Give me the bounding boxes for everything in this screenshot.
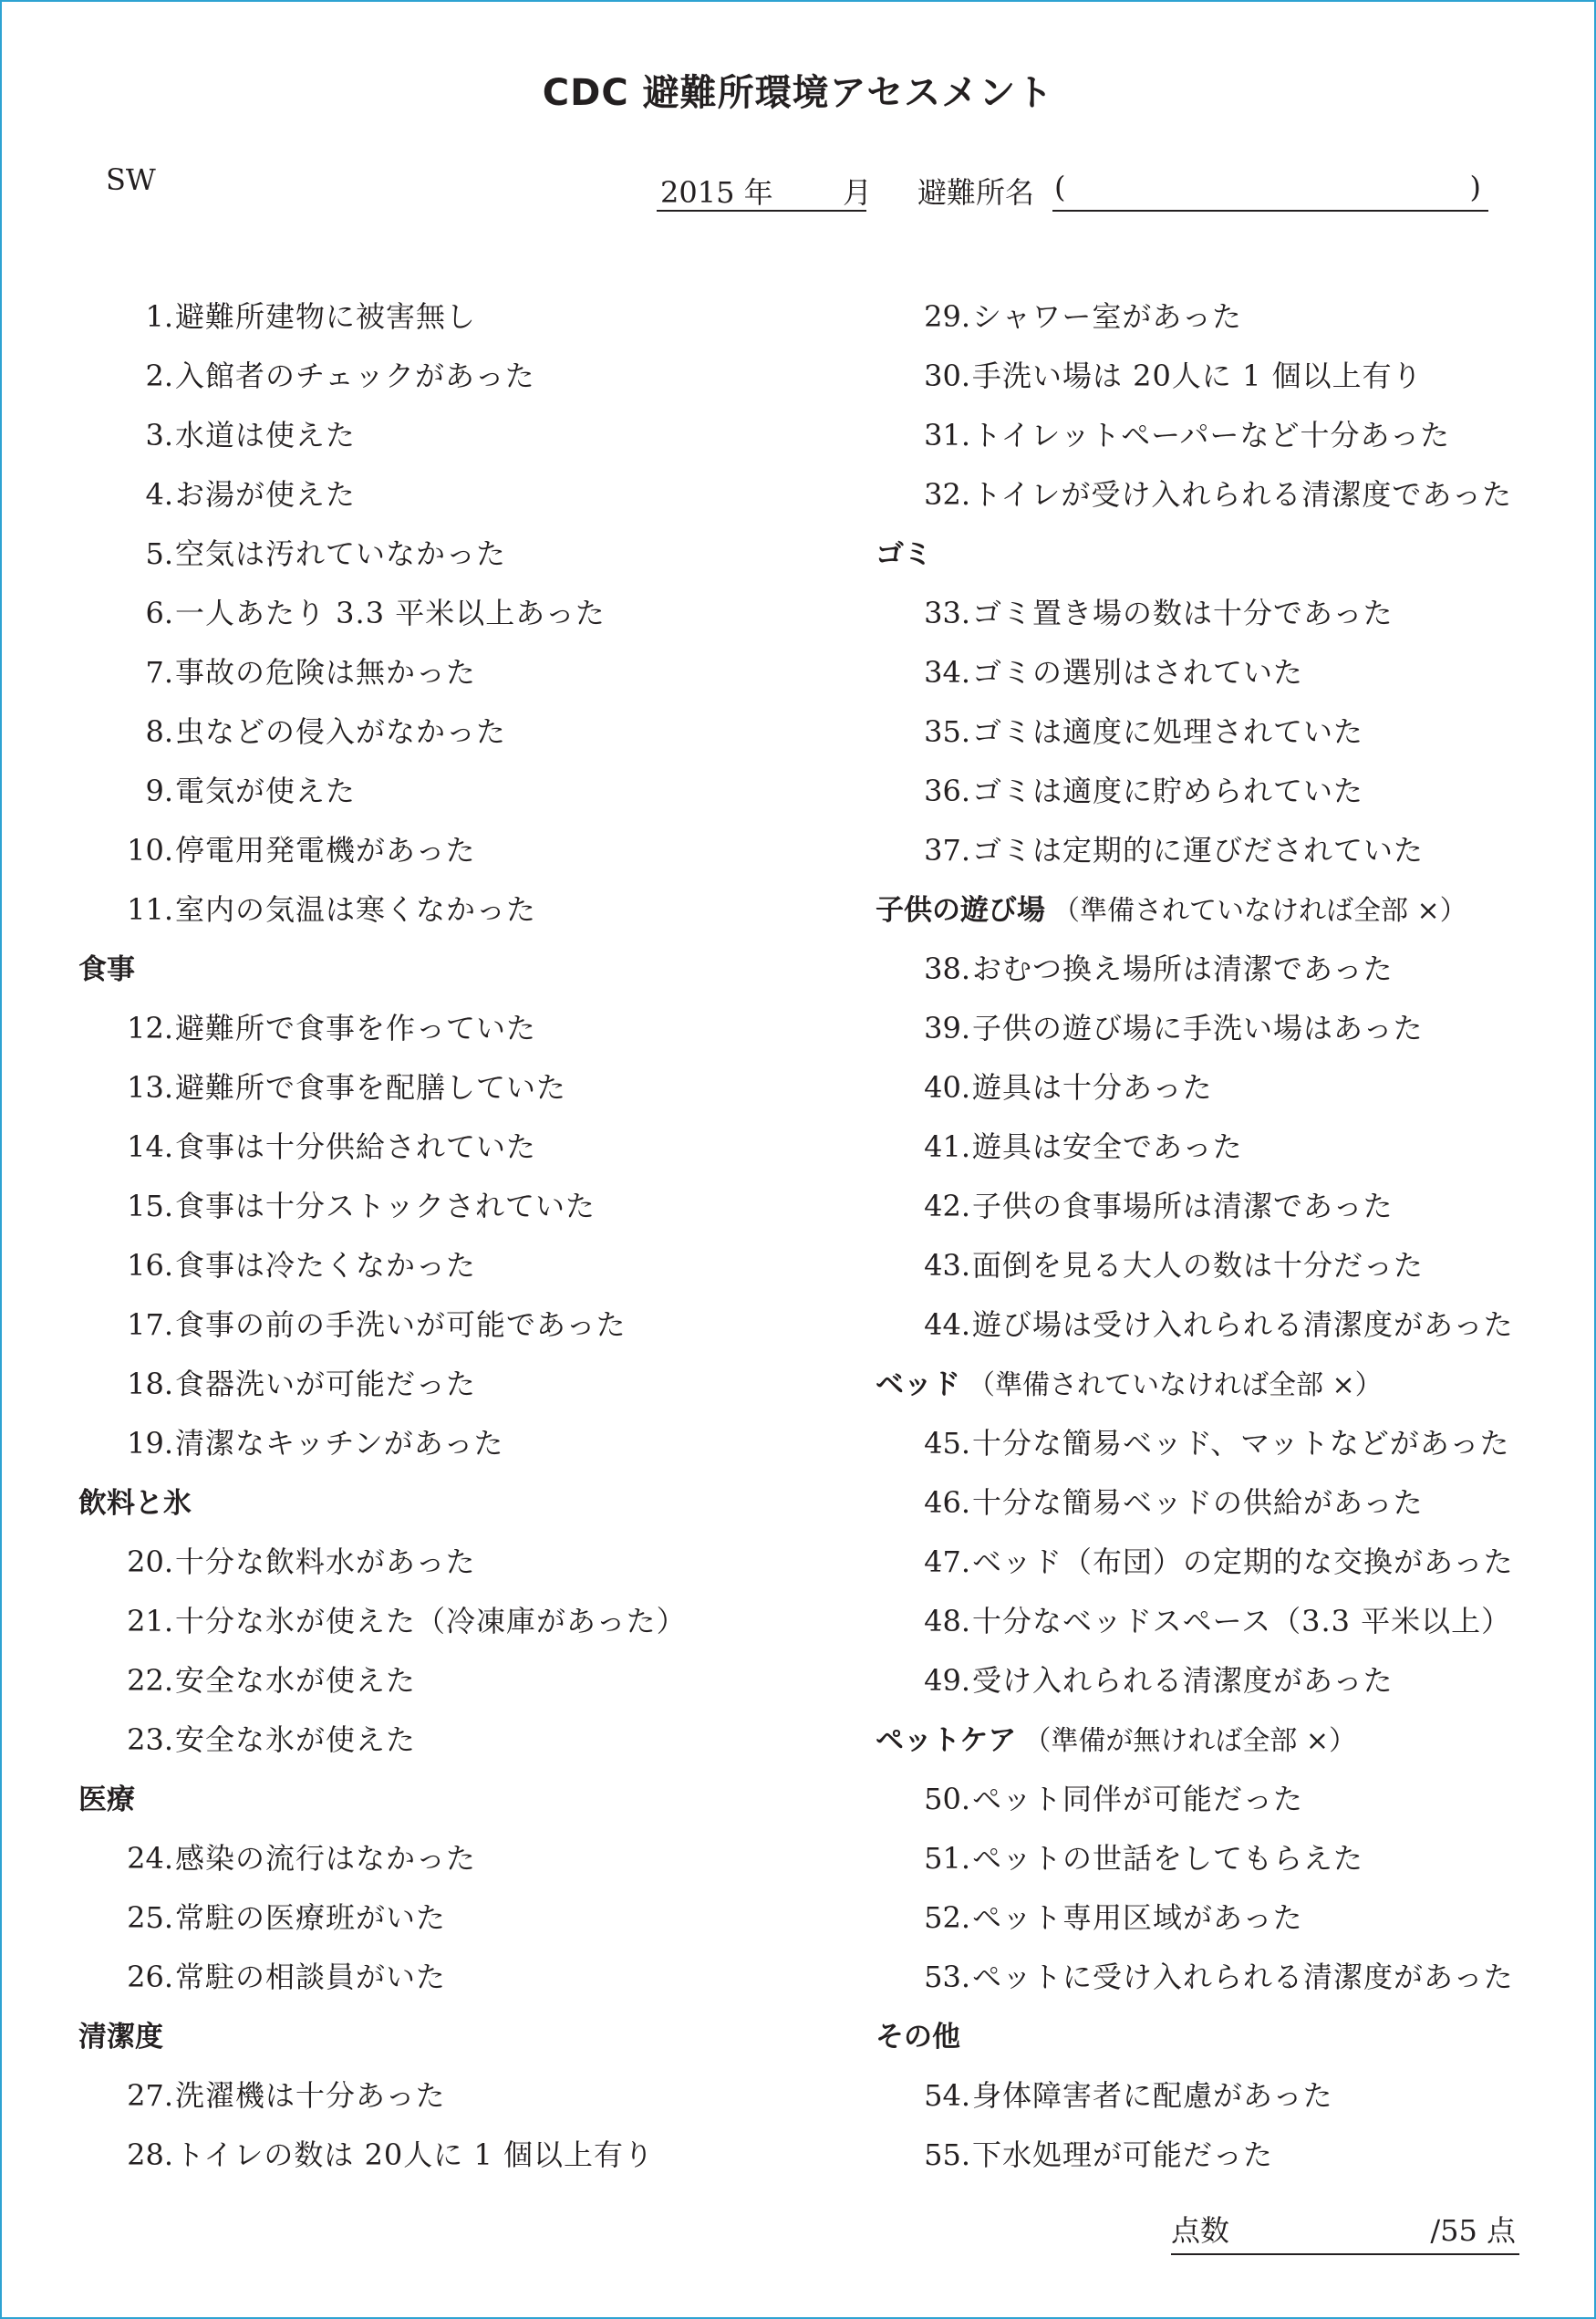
checklist-item — [78, 1659, 826, 1719]
item-number: 41. — [924, 1129, 970, 1164]
close-paren: ) — [1469, 170, 1481, 204]
item-number: 13. — [127, 1070, 173, 1105]
item-text: ペット専用区域があった — [972, 1900, 1303, 1935]
section-heading — [78, 1482, 826, 1541]
right-checklist-column — [876, 296, 1532, 2193]
section-name: ペットケア — [876, 1724, 1017, 1757]
item-number: 1. — [145, 299, 173, 334]
checklist-item — [78, 296, 826, 355]
item-text: ペットに受け入れられる清潔度があった — [972, 1960, 1514, 1994]
checklist-item — [78, 1066, 826, 1126]
section-heading — [78, 948, 826, 1007]
checklist-item — [876, 1778, 1532, 1837]
item-text: 遊具は安全であった — [972, 1129, 1243, 1164]
item-text: 十分な氷が使えた（冷凍庫があった） — [175, 1604, 687, 1638]
checklist-item — [78, 533, 826, 592]
item-text: ゴミは定期的に運びだされていた — [972, 833, 1425, 868]
section-heading — [876, 1363, 1532, 1422]
item-text: ベッド（布団）の定期的な交換があった — [972, 1544, 1514, 1579]
item-text: 十分な簡易ベッドの供給があった — [972, 1485, 1424, 1520]
section-name: 医療 — [78, 1783, 135, 1816]
item-number: 23. — [127, 1722, 173, 1757]
checklist-item — [876, 1482, 1532, 1541]
item-text: 十分なベッドスペース（3.3 平米以上） — [972, 1604, 1512, 1638]
section-heading — [876, 889, 1532, 948]
score-field[interactable] — [1171, 2208, 1519, 2255]
open-paren: ( — [1054, 170, 1066, 204]
item-number: 34. — [924, 655, 970, 690]
item-text: 水道は使えた — [175, 418, 357, 452]
section-heading — [876, 533, 1532, 592]
item-number: 43. — [924, 1248, 970, 1283]
item-number: 47. — [924, 1544, 970, 1579]
checklist-item — [78, 1897, 826, 1956]
item-number: 14. — [127, 1129, 173, 1164]
item-number: 48. — [924, 1604, 970, 1638]
item-number: 29. — [924, 299, 970, 334]
item-number: 32. — [924, 477, 970, 512]
item-number: 50. — [924, 1782, 970, 1816]
year-label: 2015 年 — [660, 175, 773, 210]
checklist-item — [876, 1007, 1532, 1066]
checklist-item — [876, 1185, 1532, 1244]
item-text: トイレの数は 20人に 1 個以上有り — [175, 2137, 654, 2172]
item-text: 電気が使えた — [175, 774, 357, 808]
item-number: 42. — [924, 1189, 970, 1223]
item-number: 22. — [127, 1663, 173, 1698]
item-number: 4. — [145, 477, 173, 512]
item-number: 2. — [145, 359, 173, 393]
item-text: 停電用発電機があった — [175, 833, 476, 868]
item-text: ゴミは適度に処理されていた — [972, 714, 1364, 749]
item-number: 36. — [924, 774, 970, 808]
item-number: 6. — [145, 596, 173, 630]
item-text: 感染の流行はなかった — [175, 1841, 477, 1876]
item-text: 安全な氷が使えた — [175, 1722, 417, 1757]
section-name: その他 — [876, 2021, 960, 2054]
item-number: 46. — [924, 1485, 970, 1520]
checklist-item — [78, 592, 826, 651]
item-number: 15. — [127, 1189, 173, 1223]
checklist-item — [876, 1066, 1532, 1126]
checklist-item — [876, 1304, 1532, 1363]
item-text: ゴミ置き場の数は十分であった — [972, 596, 1394, 630]
item-text: 食器洗いが可能だった — [175, 1367, 477, 1401]
checklist-item — [876, 1837, 1532, 1897]
item-text: 食事は十分ストックされていた — [175, 1189, 596, 1223]
item-text: 食事は冷たくなかった — [175, 1248, 477, 1283]
month-label: 月 — [843, 175, 873, 210]
item-text: 身体障害者に配慮があった — [972, 2078, 1333, 2113]
section-name: ベッド — [876, 1368, 960, 1401]
checklist-item — [78, 829, 826, 889]
item-text: ゴミは適度に貯められていた — [972, 774, 1364, 808]
item-number: 39. — [924, 1011, 970, 1045]
item-number: 9. — [145, 774, 173, 808]
item-text: 面倒を見る大人の数は十分だった — [972, 1248, 1425, 1283]
section-name: 飲料と氷 — [78, 1487, 192, 1520]
checklist-item — [876, 1422, 1532, 1482]
checklist-item — [78, 1422, 826, 1482]
item-number: 16. — [127, 1248, 173, 1283]
item-number: 27. — [127, 2078, 173, 2113]
section-note: （準備されていなければ全部 ×） — [1052, 895, 1467, 927]
item-number: 11. — [127, 892, 173, 927]
shelter-name-field[interactable] — [1052, 170, 1488, 212]
checklist-item — [876, 592, 1532, 651]
checklist-item — [876, 473, 1532, 533]
checklist-item — [876, 296, 1532, 355]
item-text: 一人あたり 3.3 平米以上あった — [175, 596, 606, 630]
checklist-item — [78, 651, 826, 711]
date-field[interactable] — [657, 170, 873, 212]
checklist-item — [78, 889, 826, 948]
checklist-item — [78, 414, 826, 473]
checklist-item — [876, 355, 1532, 414]
item-text: 安全な水が使えた — [175, 1663, 417, 1698]
checklist-item — [876, 2134, 1532, 2193]
item-text: 十分な飲料水があった — [175, 1544, 476, 1579]
checklist-item — [78, 1600, 826, 1659]
item-number: 7. — [145, 655, 173, 690]
page-title: CDC 避難所環境アセスメント — [542, 72, 1054, 114]
item-number: 21. — [127, 1604, 173, 1638]
item-text: ゴミの選別はされていた — [972, 655, 1304, 690]
item-text: 虫などの侵入がなかった — [175, 714, 507, 749]
checklist-item — [876, 1897, 1532, 1956]
item-text: 室内の気温は寒くなかった — [175, 892, 537, 927]
checklist-item — [876, 1541, 1532, 1600]
checklist-item — [876, 2075, 1532, 2134]
checklist-item — [876, 1659, 1532, 1719]
item-number: 28. — [127, 2137, 173, 2172]
item-number: 24. — [127, 1841, 173, 1876]
item-text: 手洗い場は 20人に 1 個以上有り — [972, 359, 1423, 393]
section-note: （準備が無ければ全部 ×） — [1023, 1725, 1357, 1757]
checklist-item — [876, 1600, 1532, 1659]
item-text: 食事の前の手洗いが可能であった — [175, 1307, 627, 1342]
item-text: ペット同伴が可能だった — [972, 1782, 1304, 1816]
section-heading — [78, 1778, 826, 1837]
item-text: 十分な簡易ベッド、マットなどがあった — [972, 1426, 1510, 1461]
checklist-item — [78, 355, 826, 414]
item-text: 遊び場は受け入れられる清潔度があった — [972, 1307, 1514, 1342]
section-note: （準備されていなければ全部 ×） — [968, 1369, 1383, 1401]
item-text: 遊具は十分あった — [972, 1070, 1213, 1105]
item-text: 入館者のチェックがあった — [175, 359, 535, 393]
checklist-item — [876, 1244, 1532, 1304]
item-number: 55. — [924, 2137, 970, 2172]
checklist-item — [78, 2134, 826, 2193]
section-heading — [876, 2015, 1532, 2075]
item-text: トイレが受け入れられる清潔度であった — [972, 477, 1513, 512]
item-number: 54. — [924, 2078, 970, 2113]
item-text: 事故の危険は無かった — [175, 655, 477, 690]
item-text: 子供の食事場所は清潔であった — [972, 1189, 1394, 1223]
section-name: 食事 — [78, 953, 135, 986]
item-number: 31. — [924, 418, 970, 452]
checklist-item — [78, 1837, 826, 1897]
checklist-item — [78, 1541, 826, 1600]
checklist-item — [78, 1363, 826, 1422]
section-name: 子供の遊び場 — [876, 894, 1045, 927]
item-number: 12. — [127, 1011, 173, 1045]
item-number: 10. — [127, 833, 173, 868]
item-number: 38. — [924, 952, 970, 986]
item-number: 8. — [145, 714, 173, 749]
section-heading — [876, 1719, 1532, 1778]
checklist-item — [78, 1244, 826, 1304]
item-text: 常駐の医療班がいた — [175, 1900, 447, 1935]
item-number: 44. — [924, 1307, 970, 1342]
item-number: 53. — [924, 1960, 970, 1994]
section-heading — [78, 2015, 826, 2075]
section-name: ゴミ — [876, 538, 932, 571]
item-text: 空気は汚れていなかった — [175, 536, 507, 571]
checklist-item — [876, 711, 1532, 770]
item-number: 17. — [127, 1307, 173, 1342]
shelter-name-label: 避難所名 — [917, 175, 1035, 210]
item-number: 3. — [145, 418, 173, 452]
checklist-item — [78, 770, 826, 829]
item-number: 40. — [924, 1070, 970, 1105]
item-text: 洗濯機は十分あった — [175, 2078, 446, 2113]
item-number: 51. — [924, 1841, 970, 1876]
score-label: 点数 — [1171, 2213, 1230, 2248]
item-number: 25. — [127, 1900, 173, 1935]
checklist-item — [78, 1007, 826, 1066]
item-number: 19. — [127, 1426, 173, 1461]
checklist-item — [876, 1956, 1532, 2015]
item-text: ペットの世話をしてもらえた — [972, 1841, 1364, 1876]
checklist-item — [876, 770, 1532, 829]
item-text: 食事は十分供給されていた — [175, 1129, 537, 1164]
item-number: 20. — [127, 1544, 173, 1579]
item-text: シャワー室があった — [972, 299, 1243, 334]
checklist-item — [876, 829, 1532, 889]
item-text: 下水処理が可能だった — [972, 2137, 1274, 2172]
item-number: 18. — [127, 1367, 173, 1401]
checklist-item — [78, 1956, 826, 2015]
item-text: おむつ換え場所は清潔であった — [972, 952, 1394, 986]
item-text: トイレットペーパーなど十分あった — [972, 418, 1451, 452]
item-number: 45. — [924, 1426, 970, 1461]
item-number: 33. — [924, 596, 970, 630]
checklist-item — [78, 1185, 826, 1244]
checklist-item — [876, 1126, 1532, 1185]
item-text: 避難所で食事を配膳していた — [175, 1070, 567, 1105]
item-text: 避難所で食事を作っていた — [175, 1011, 537, 1045]
checklist-item — [78, 2075, 826, 2134]
checklist-item — [876, 948, 1532, 1007]
item-text: 子供の遊び場に手洗い場はあった — [972, 1011, 1424, 1045]
checklist-item — [78, 1719, 826, 1778]
item-number: 35. — [924, 714, 970, 749]
checklist-item — [876, 414, 1532, 473]
checklist-item — [78, 1304, 826, 1363]
item-number: 49. — [924, 1663, 970, 1698]
score-total: /55 点 — [1430, 2213, 1516, 2248]
item-text: 常駐の相談員がいた — [175, 1960, 447, 1994]
section-name: 清潔度 — [78, 2021, 163, 2054]
checklist-item — [78, 473, 826, 533]
checklist-item — [78, 1126, 826, 1185]
sw-label: SW — [106, 162, 156, 197]
checklist-item — [876, 651, 1532, 711]
item-number: 30. — [924, 359, 970, 393]
left-checklist-column — [78, 296, 826, 2193]
item-text: 清潔なキッチンがあった — [175, 1426, 504, 1461]
item-number: 26. — [127, 1960, 173, 1994]
item-number: 37. — [924, 833, 970, 868]
item-text: 避難所建物に被害無し — [175, 299, 477, 334]
checklist-item — [78, 711, 826, 770]
item-number: 5. — [145, 536, 173, 571]
item-text: お湯が使えた — [175, 477, 357, 512]
item-number: 52. — [924, 1900, 970, 1935]
item-text: 受け入れられる清潔度があった — [972, 1663, 1394, 1698]
